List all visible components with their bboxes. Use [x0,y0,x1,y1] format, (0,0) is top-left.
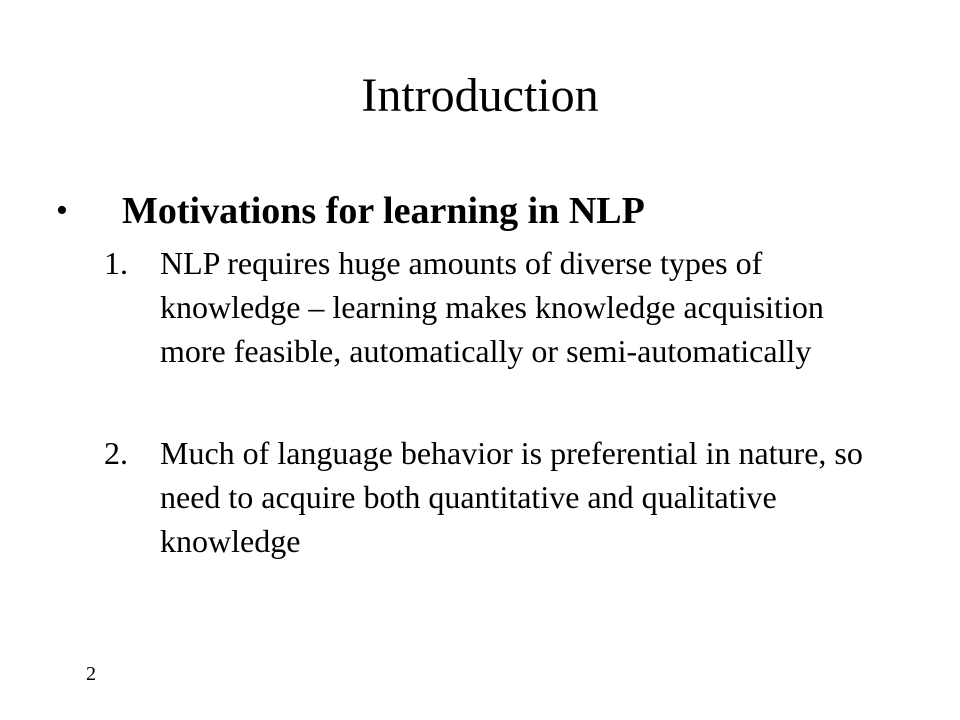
item-number: 2. [104,435,128,471]
slide-title: Introduction [361,69,599,122]
item-text: NLP requires huge amounts of diverse types of knowledge – learning makes knowledge acquisition more feasible, automatically or semi-automatically [160,245,824,369]
main-bullet [56,186,645,236]
numbered-item-1 [104,241,864,373]
bullet-icon: • [56,192,68,229]
item-text: Much of language behavior is preferential in nature, so need to acquire both quantitative and qualitative knowledge [160,435,863,559]
bullet-heading: Motivations for learning in NLP [122,190,645,232]
page-number: 2 [86,663,96,685]
item-number: 1. [104,245,128,281]
numbered-item-2 [104,431,864,563]
